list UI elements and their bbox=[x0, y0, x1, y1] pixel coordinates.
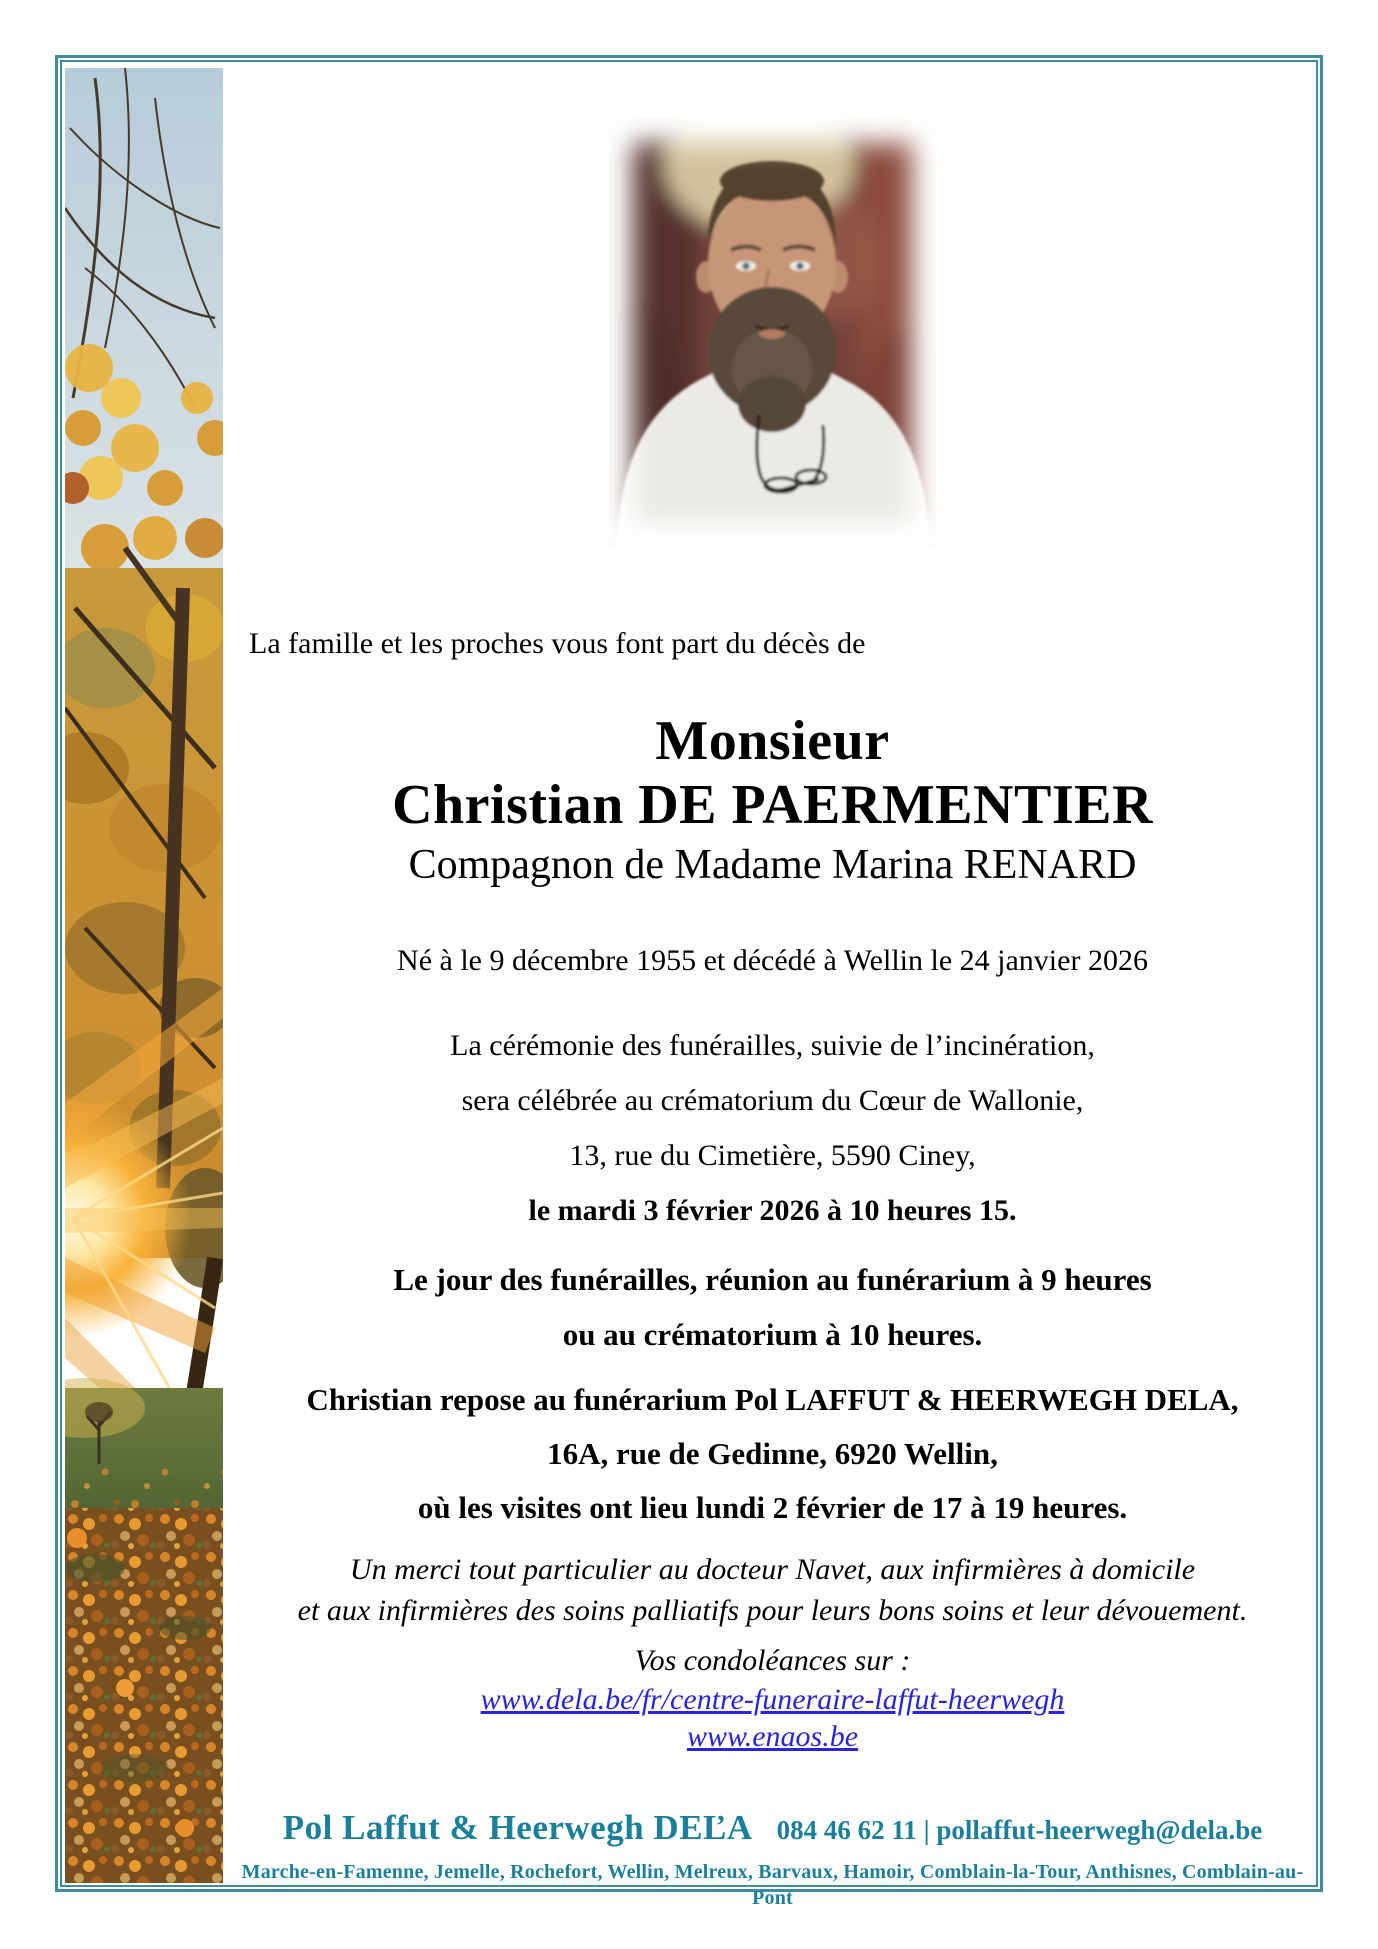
gathering-block bbox=[225, 1252, 1320, 1362]
autumn-trees-photo-strip bbox=[65, 68, 223, 1883]
repose-block bbox=[225, 1373, 1320, 1535]
ceremony-line-3: 13, rue du Cimetière, 5590 Ciney, bbox=[569, 1139, 976, 1172]
portrait-illustration bbox=[609, 119, 936, 547]
announcement-content bbox=[225, 55, 1320, 1755]
condolences-link-enaos[interactable]: www.enaos.be bbox=[686, 1720, 859, 1753]
ceremony-line-1: La cérémonie des funérailles, suivie de l’incinération, bbox=[450, 1029, 1095, 1062]
condolences-label: Vos condoléances sur : bbox=[634, 1644, 911, 1677]
repose-line-3: où les visites ont lieu lundi 2 février de 17 à 19 heures. bbox=[417, 1490, 1128, 1525]
relation-line: Compagnon de Madame Marina RENARD bbox=[408, 842, 1137, 888]
ceremony-date-line: le mardi 3 février 2026 à 10 heures 15. bbox=[528, 1194, 1017, 1227]
repose-line-1: Christian repose au funérarium Pol LAFFUT & HEERWEGH DELA, bbox=[306, 1382, 1239, 1417]
thanks-block bbox=[225, 1549, 1320, 1631]
condolences-link-dela-line bbox=[225, 1681, 1320, 1718]
thanks-line-2: et aux infirmières des soins palliatifs pour leurs bons soins et leur dévouement. bbox=[297, 1594, 1248, 1627]
funeral-home-footer bbox=[225, 1806, 1320, 1911]
condolences-link-dela[interactable]: www.dela.be/fr/centre-funeraire-laffut-heerwegh bbox=[480, 1683, 1065, 1716]
footer-locations: Marche-en-Famenne, Jemelle, Rochefort, Wellin, Melreux, Barvaux, Hamoir, Comblain-la-Tour, Anthisnes, Comblain-au-Pont bbox=[241, 1861, 1304, 1909]
autumn-trees-illustration bbox=[65, 68, 223, 1883]
deceased-name: Christian DE PAERMENTIER bbox=[392, 774, 1153, 836]
funeral-home-logo: Pol Laffut & Heerwegh DEĽA bbox=[282, 1808, 753, 1847]
footer-brand-line bbox=[225, 1806, 1320, 1857]
footer-contact: 084 46 62 11 | pollaffut-heerwegh@dela.be bbox=[776, 1815, 1263, 1845]
thanks-line-1: Un merci tout particulier au docteur Navet, aux infirmières à domicile bbox=[349, 1553, 1196, 1586]
birth-death-line: Né à le 9 décembre 1955 et décédé à Wellin le 24 janvier 2026 bbox=[397, 944, 1148, 977]
ceremony-line-2: sera célébrée au crématorium du Cœur de Wallonie, bbox=[461, 1084, 1084, 1117]
title-monsieur: Monsieur bbox=[655, 710, 890, 772]
ceremony-block bbox=[225, 1018, 1320, 1238]
gathering-line-1: Le jour des funérailles, réunion au funérarium à 9 heures bbox=[393, 1262, 1152, 1297]
gathering-line-2: ou au crématorium à 10 heures. bbox=[562, 1317, 983, 1352]
portrait-photo bbox=[609, 119, 936, 547]
condolences-link-enaos-line bbox=[225, 1718, 1320, 1755]
intro-line: La famille et les proches vous font part du décès de bbox=[249, 627, 866, 660]
repose-line-2: 16A, rue de Gedinne, 6920 Wellin, bbox=[547, 1436, 998, 1471]
